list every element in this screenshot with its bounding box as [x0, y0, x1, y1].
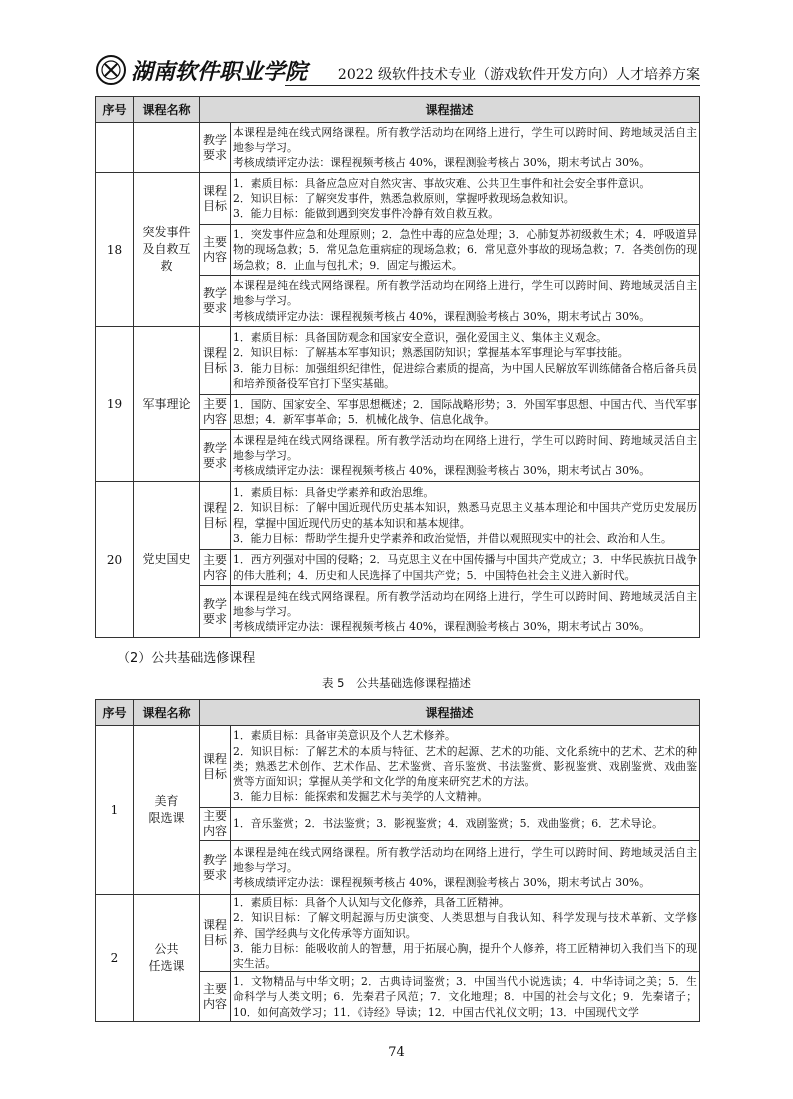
description-line: 3．能力目标：能吸收前人的智慧，用于拓展心胸，提升个人修养，将工匠精神切入我们当下的现实生活。 [233, 941, 697, 971]
course-name: 突发事件 及自救互 救 [134, 173, 200, 327]
page-number: 74 [388, 1045, 405, 1060]
table-header-row [96, 97, 700, 123]
description-cell [231, 327, 700, 395]
description-cell [231, 430, 700, 482]
description-line: 本课程是纯在线式网络课程。所有教学活动均在网络上进行，学生可以跨时间、跨地域灵活自主地参与学习。 [233, 125, 697, 154]
description-line: 1．素质目标：具备应急应对自然灾害、事故灾难、公共卫生事件和社会安全事件意识。 [233, 176, 651, 190]
description-line: 3．能力目标：加强组织纪律性，促进综合素质的提高，为中国人民解放军训练储备合格后备兵员和培养预备役军官打下坚实基础。 [233, 361, 697, 390]
description-cell [231, 808, 700, 841]
description-line: 1．文物精品与中华文明；2．古典诗词鉴赏；3．中国当代小说选读；4．中华诗词之美；5．生命科学与人类文明；6．先秦君子风范；7．文化地理；8．中国的社会与文化；9．先秦诸子；10．如何高效学习；11．《诗经》导读；12．中国古代礼仪文明；13．中国现代文学 [233, 975, 697, 1019]
header-rule [285, 85, 700, 86]
description-cell [231, 726, 700, 808]
description-line: 2．知识目标：了解中国近现代历史基本知识，熟悉马克思主义基本理论和中国共产党历史发展历程，掌握中国近现代历史的基本知识和基本规律。 [233, 501, 697, 530]
category-label: 课程 目标 [200, 327, 231, 395]
table-row [96, 173, 700, 225]
description-line: 考核成绩评定办法：课程视频考核占 40%，课程测验考核占 30%，期末考试占 30%。 [233, 309, 650, 323]
course-number [96, 123, 134, 173]
course-name: 美育 限选课 [134, 726, 200, 895]
description-cell [231, 550, 700, 586]
school-logo [95, 52, 308, 88]
course-number: 1 [96, 726, 134, 895]
document-title: 2022 级软件技术专业（游戏软件开发方向）人才培养方案 [337, 67, 700, 83]
description-line: 3．能力目标：能做到遇到突发事件冷静有效自救互救。 [233, 207, 499, 221]
description-cell [231, 276, 700, 327]
description-line: 1．素质目标：具备国防观念和国家安全意识，强化爱国主义、集体主义观念。 [233, 330, 607, 344]
description-line: 本课程是纯在线式网络课程。所有教学活动均在网络上进行，学生可以跨时间、跨地域灵活自主地参与学习。 [233, 845, 697, 874]
header-name: 课程名称 [134, 97, 200, 123]
table-row [96, 327, 700, 395]
description-cell [231, 482, 700, 550]
description-line: 1．国防、国家安全、军事思想概述；2．国际战略形势；3．外国军事思想、中国古代、当代军事思想；4．新军事革命；5．机械化战争、信息化战争。 [233, 397, 697, 426]
course-number: 19 [96, 327, 134, 482]
course-number: 2 [96, 895, 134, 1022]
description-line: 1．突发事件应急和处理原则；2．急性中毒的应急处理；3．心肺复苏初级救生术；4．呼吸道异物的现场急救；5．常见急危重病症的现场急救；6．常见意外事故的现场急救；7．各类创伤的现场急救；8．止血与包扎术；9．固定与搬运术。 [233, 228, 697, 272]
description-line: 考核成绩评定办法：课程视频考核占 40%，课程测验考核占 30%，期末考试占 30%。 [233, 156, 650, 170]
header-no: 序号 [96, 97, 134, 123]
description-cell [231, 395, 700, 430]
description-line: 2．知识目标：了解艺术的本质与特征、艺术的起源、艺术的功能、文化系统中的艺术、艺术的种类；熟悉艺术创作、艺术作品、艺术鉴赏、音乐鉴赏、书法鉴赏、影视鉴赏、戏剧鉴赏、戏曲鉴赏等方面知识；掌握从美学和文化学的角度来研究艺术的方法。 [233, 744, 697, 789]
table-row [96, 482, 700, 550]
category-label: 课程 目标 [200, 173, 231, 225]
description-cell [231, 972, 700, 1022]
category-label: 教学 要求 [200, 123, 231, 173]
description-line: 考核成绩评定办法：课程视频考核占 40%，课程测验考核占 30%，期末考试占 30%。 [233, 464, 650, 478]
course-name [134, 123, 200, 173]
description-cell [231, 586, 700, 638]
category-label: 课程 目标 [200, 482, 231, 550]
description-line: 考核成绩评定办法：课程视频考核占 40%，课程测验考核占 30%，期末考试占 30%。 [233, 620, 650, 634]
elective-courses-table [95, 699, 700, 1022]
category-label: 主要 内容 [200, 395, 231, 430]
description-line: 2．知识目标：了解突发事件，熟悉急救原则，掌握呼救现场急救知识。 [233, 191, 575, 205]
description-cell [231, 895, 700, 972]
logo-text: 湖南软件职业学院 [131, 59, 308, 85]
table-header-row [96, 700, 700, 726]
description-line: 考核成绩评定办法：课程视频考核占 40%，课程测验考核占 30%，期末考试占 30%。 [233, 876, 650, 890]
description-cell [231, 173, 700, 225]
table-row [96, 726, 700, 808]
description-line: 2．知识目标：了解文明起源与历史演变、人类思想与自我认知、科学发现与技术革新、文学修养、国学经典与文化传承等方面知识。 [233, 911, 697, 940]
description-line: 本课程是纯在线式网络课程。所有教学活动均在网络上进行，学生可以跨时间、跨地域灵活自主地参与学习。 [233, 279, 697, 308]
category-label: 课程 目标 [200, 895, 231, 972]
description-line: 1．西方列强对中国的侵略；2．马克思主义在中国传播与中国共产党成立；3．中华民族抗日战争的伟大胜利；4．历史和人民选择了中国共产党；5．中国特色社会主义进入新时代。 [233, 553, 697, 582]
course-number: 20 [96, 482, 134, 638]
description-line: 3．能力目标：能探索和发掘艺术与美学的人文精神。 [233, 790, 489, 804]
description-line: 3．能力目标：帮助学生提升史学素养和政治觉悟，并借以观照现实中的社会、政治和人生。 [233, 531, 672, 545]
category-label: 课程 目标 [200, 726, 231, 808]
header-no: 序号 [96, 700, 134, 726]
description-line: 1．素质目标：具备个人认知与文化修养，具备工匠精神。 [233, 896, 510, 909]
table-row [96, 895, 700, 972]
page-header [95, 52, 700, 92]
table-row [96, 123, 700, 173]
category-label: 教学 要求 [200, 841, 231, 895]
category-label: 教学 要求 [200, 586, 231, 638]
header-name: 课程名称 [134, 700, 200, 726]
description-line: 1．素质目标：具备审美意识及个人艺术修养。 [233, 729, 456, 743]
header-desc: 课程描述 [200, 97, 700, 123]
description-line: 本课程是纯在线式网络课程。所有教学活动均在网络上进行，学生可以跨时间、跨地域灵活自主地参与学习。 [233, 433, 697, 462]
course-name: 公共 任选课 [134, 895, 200, 1022]
header-desc: 课程描述 [200, 700, 700, 726]
category-label: 教学 要求 [200, 276, 231, 327]
course-number: 18 [96, 173, 134, 327]
description-cell [231, 123, 700, 173]
course-name: 军事理论 [134, 327, 200, 482]
table-caption: 表 5 公共基础选修课程描述 [322, 676, 471, 690]
category-label: 教学 要求 [200, 430, 231, 482]
description-line: 2．知识目标：了解基本军事知识；熟悉国防知识；掌握基本军事理论与军事技能。 [233, 346, 629, 360]
category-label: 主要 内容 [200, 808, 231, 841]
description-line: 1．音乐鉴赏；2．书法鉴赏；3．影视鉴赏；4．戏剧鉴赏；5．戏曲鉴赏；6．艺术导论。 [233, 817, 663, 831]
course-name: 党史国史 [134, 482, 200, 638]
category-label: 主要 内容 [200, 972, 231, 1022]
description-line: 本课程是纯在线式网络课程。所有教学活动均在网络上进行，学生可以跨时间、跨地域灵活自主地参与学习。 [233, 589, 697, 618]
section-heading: （2）公共基础选修课程 [117, 651, 256, 666]
required-courses-table [95, 96, 700, 638]
category-label: 主要 内容 [200, 550, 231, 586]
description-cell [231, 225, 700, 276]
description-cell [231, 841, 700, 895]
description-line: 1．素质目标：具备史学素养和政治思维。 [233, 485, 435, 499]
category-label: 主要 内容 [200, 225, 231, 276]
